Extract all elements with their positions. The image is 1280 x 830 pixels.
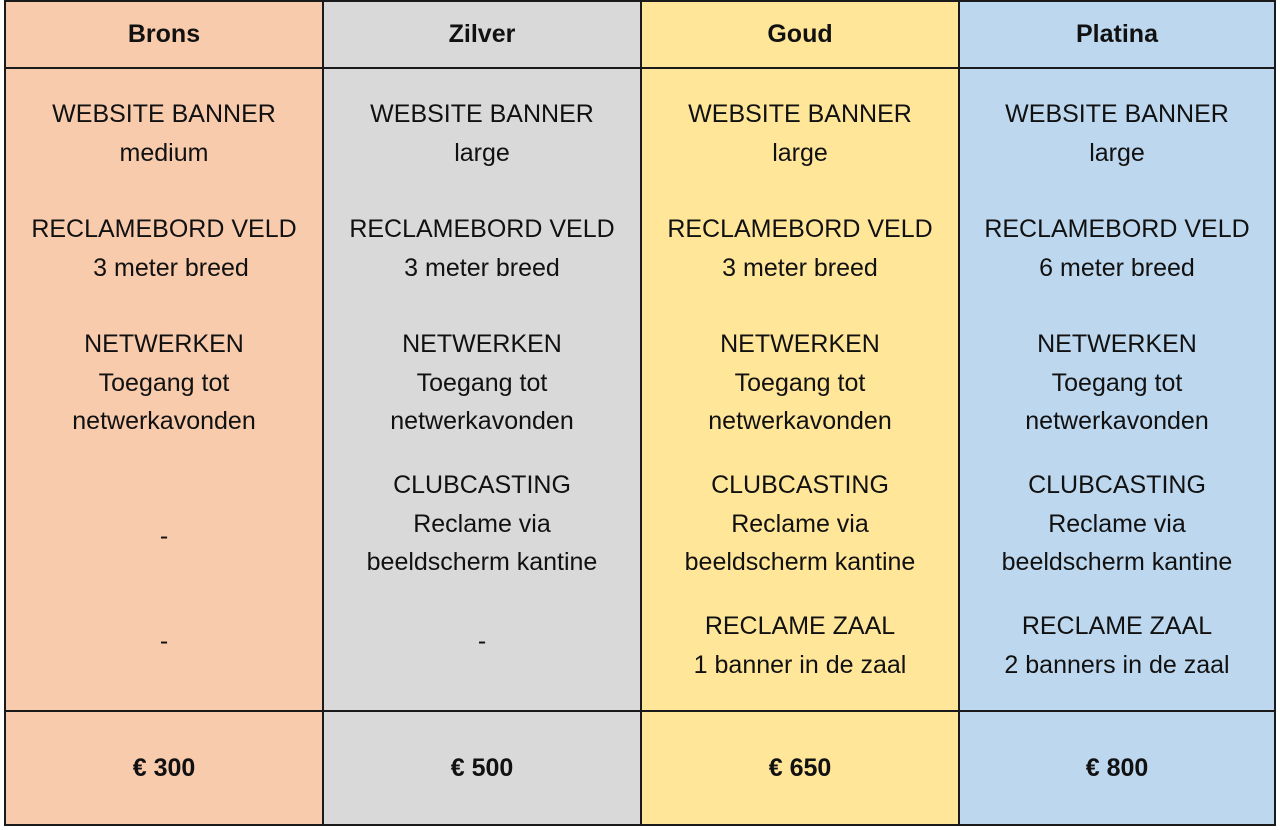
feature-title: CLUBCASTING bbox=[1028, 471, 1206, 499]
tier-features-platina bbox=[960, 69, 1274, 710]
feature-detail: 3 meter breed bbox=[93, 253, 249, 282]
feature-clubcasting bbox=[642, 466, 958, 607]
sponsor-package-table bbox=[4, 0, 1276, 826]
feature-detail: 2 banners in de zaal bbox=[1004, 650, 1230, 679]
feature-netwerken bbox=[960, 325, 1274, 466]
feature-detail: Toegang tot bbox=[734, 368, 866, 397]
feature-website-banner bbox=[324, 95, 640, 210]
feature-detail: beeldscherm kantine bbox=[1001, 548, 1233, 576]
feature-clubcasting bbox=[6, 466, 322, 607]
price-value: € 300 bbox=[132, 753, 196, 782]
feature-title: NETWERKEN bbox=[720, 330, 880, 358]
feature-detail: Toegang tot bbox=[98, 368, 230, 397]
tier-price-goud bbox=[642, 710, 960, 824]
feature-detail: netwerkavonden bbox=[1025, 407, 1209, 435]
tier-header-brons bbox=[6, 2, 324, 69]
tier-name: Brons bbox=[127, 20, 201, 48]
feature-clubcasting bbox=[960, 466, 1274, 607]
tier-features-zilver bbox=[324, 69, 642, 710]
feature-title: RECLAMEBORD VELD bbox=[984, 215, 1250, 243]
feature-detail: large bbox=[1089, 138, 1145, 167]
feature-not-included: - bbox=[477, 626, 487, 655]
feature-title: WEBSITE BANNER bbox=[688, 100, 912, 128]
feature-reclamebord bbox=[642, 210, 958, 325]
feature-title: RECLAMEBORD VELD bbox=[349, 215, 615, 243]
feature-detail: netwerkavonden bbox=[390, 407, 574, 435]
feature-detail: 6 meter breed bbox=[1039, 253, 1195, 282]
feature-not-included: - bbox=[159, 626, 169, 655]
tier-features-brons bbox=[6, 69, 324, 710]
tier-header-zilver bbox=[324, 2, 642, 69]
feature-website-banner bbox=[642, 95, 958, 210]
tier-name: Zilver bbox=[448, 20, 516, 48]
feature-detail: beeldscherm kantine bbox=[684, 548, 916, 576]
feature-title: CLUBCASTING bbox=[393, 471, 571, 499]
feature-reclamebord bbox=[960, 210, 1274, 325]
feature-website-banner bbox=[960, 95, 1274, 210]
feature-netwerken bbox=[642, 325, 958, 466]
feature-detail: 3 meter breed bbox=[722, 253, 878, 282]
tier-features-goud bbox=[642, 69, 960, 710]
feature-title: RECLAME ZAAL bbox=[704, 612, 896, 640]
feature-detail: medium bbox=[119, 138, 209, 167]
feature-reclame-zaal bbox=[6, 607, 322, 675]
feature-reclame-zaal bbox=[324, 607, 640, 675]
feature-title: RECLAMEBORD VELD bbox=[31, 215, 297, 243]
feature-detail: Reclame via bbox=[731, 509, 869, 538]
feature-reclame-zaal bbox=[642, 607, 958, 722]
feature-website-banner bbox=[6, 95, 322, 210]
feature-detail: 1 banner in de zaal bbox=[693, 650, 907, 679]
feature-not-included: - bbox=[159, 522, 169, 551]
feature-title: CLUBCASTING bbox=[711, 471, 889, 499]
feature-reclame-zaal bbox=[960, 607, 1274, 722]
tier-price-brons bbox=[6, 710, 324, 824]
feature-title: WEBSITE BANNER bbox=[370, 100, 594, 128]
feature-clubcasting bbox=[324, 466, 640, 607]
tier-header-goud bbox=[642, 2, 960, 69]
feature-detail: Reclame via bbox=[1048, 509, 1186, 538]
price-value: € 650 bbox=[768, 753, 832, 782]
tier-price-platina bbox=[960, 710, 1274, 824]
feature-detail: beeldscherm kantine bbox=[366, 548, 598, 576]
feature-reclamebord bbox=[6, 210, 322, 325]
feature-netwerken bbox=[6, 325, 322, 466]
feature-detail: Reclame via bbox=[413, 509, 551, 538]
tier-header-platina bbox=[960, 2, 1274, 69]
feature-detail: large bbox=[454, 138, 510, 167]
feature-title: RECLAMEBORD VELD bbox=[667, 215, 933, 243]
feature-detail: large bbox=[772, 138, 828, 167]
feature-netwerken bbox=[324, 325, 640, 466]
feature-title: NETWERKEN bbox=[1037, 330, 1197, 358]
feature-detail: Toegang tot bbox=[416, 368, 548, 397]
feature-title: NETWERKEN bbox=[84, 330, 244, 358]
feature-detail: Toegang tot bbox=[1051, 368, 1183, 397]
price-value: € 500 bbox=[450, 753, 514, 782]
tier-name: Platina bbox=[1076, 20, 1158, 48]
feature-title: WEBSITE BANNER bbox=[1005, 100, 1229, 128]
feature-title: RECLAME ZAAL bbox=[1021, 612, 1213, 640]
tier-price-zilver bbox=[324, 710, 642, 824]
price-value: € 800 bbox=[1085, 753, 1149, 782]
feature-detail: netwerkavonden bbox=[72, 407, 256, 435]
feature-detail: netwerkavonden bbox=[708, 407, 892, 435]
feature-reclamebord bbox=[324, 210, 640, 325]
feature-title: WEBSITE BANNER bbox=[52, 100, 276, 128]
feature-detail: 3 meter breed bbox=[404, 253, 560, 282]
feature-title: NETWERKEN bbox=[402, 330, 562, 358]
tier-name: Goud bbox=[767, 20, 833, 48]
